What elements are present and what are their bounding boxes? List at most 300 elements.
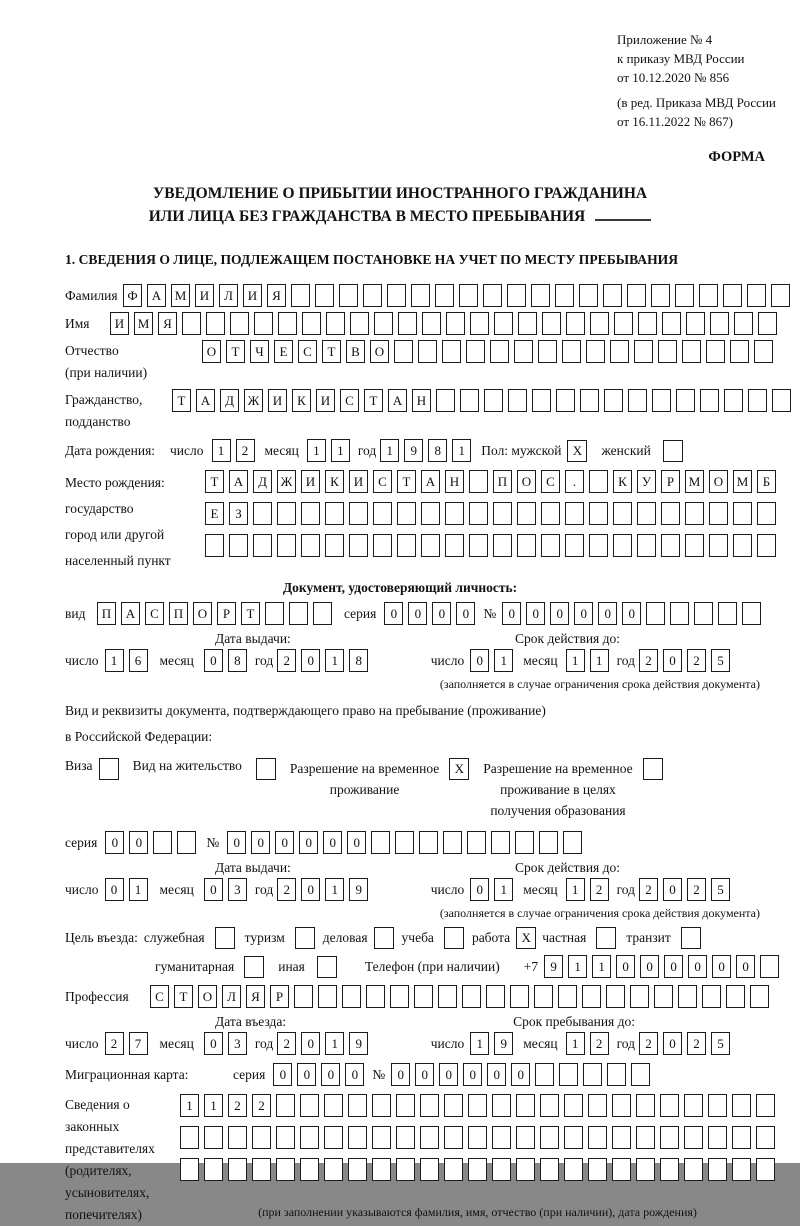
char-cell[interactable]: 2	[590, 1032, 609, 1055]
char-cell[interactable]	[462, 985, 481, 1008]
char-cell[interactable]	[586, 340, 605, 363]
char-cell[interactable]	[646, 602, 665, 625]
char-cell[interactable]	[289, 602, 308, 625]
char-cell[interactable]: 9	[404, 439, 423, 462]
char-cell[interactable]	[708, 1126, 727, 1149]
char-cell[interactable]	[516, 1158, 535, 1181]
char-cell[interactable]: М	[134, 312, 153, 335]
char-cell[interactable]	[756, 1094, 775, 1117]
purpose-humanitarian-checkbox[interactable]	[244, 956, 264, 978]
char-cell[interactable]	[556, 389, 575, 412]
char-cell[interactable]	[300, 1126, 319, 1149]
char-cell[interactable]: 1	[380, 439, 399, 462]
char-cell[interactable]	[228, 1158, 247, 1181]
char-cell[interactable]: Я	[246, 985, 265, 1008]
char-cell[interactable]: 1	[331, 439, 350, 462]
char-cell[interactable]	[398, 312, 417, 335]
char-cell[interactable]: К	[325, 470, 344, 493]
char-cell[interactable]	[540, 1158, 559, 1181]
char-cell[interactable]	[514, 340, 533, 363]
char-cell[interactable]	[588, 1158, 607, 1181]
char-cell[interactable]	[684, 1126, 703, 1149]
char-cell[interactable]: 0	[456, 602, 475, 625]
char-cell[interactable]	[363, 284, 382, 307]
char-cell[interactable]: Т	[205, 470, 224, 493]
char-cell[interactable]	[387, 284, 406, 307]
char-cell[interactable]: 1	[129, 878, 148, 901]
char-cell[interactable]: 2	[277, 878, 296, 901]
char-cell[interactable]: 0	[511, 1063, 530, 1086]
char-cell[interactable]	[614, 312, 633, 335]
char-cell[interactable]: Д	[253, 470, 272, 493]
char-cell[interactable]: Н	[445, 470, 464, 493]
char-cell[interactable]	[636, 1094, 655, 1117]
char-cell[interactable]	[628, 389, 647, 412]
char-cell[interactable]: 0	[301, 878, 320, 901]
char-cell[interactable]	[301, 502, 320, 525]
char-cell[interactable]	[366, 985, 385, 1008]
char-cell[interactable]: М	[171, 284, 190, 307]
char-cell[interactable]	[660, 1158, 679, 1181]
purpose-transit-checkbox[interactable]	[681, 927, 701, 949]
char-cell[interactable]: Н	[412, 389, 431, 412]
char-cell[interactable]	[460, 389, 479, 412]
char-cell[interactable]	[708, 1094, 727, 1117]
char-cell[interactable]: 0	[598, 602, 617, 625]
char-cell[interactable]	[444, 1126, 463, 1149]
char-cell[interactable]: 1	[566, 649, 585, 672]
char-cell[interactable]	[396, 1126, 415, 1149]
char-cell[interactable]	[300, 1094, 319, 1117]
char-cell[interactable]	[206, 312, 225, 335]
char-cell[interactable]	[446, 312, 465, 335]
char-cell[interactable]	[660, 1126, 679, 1149]
char-cell[interactable]	[182, 312, 201, 335]
char-cell[interactable]	[612, 1158, 631, 1181]
char-cell[interactable]: 3	[228, 1032, 247, 1055]
char-cell[interactable]: 0	[204, 649, 223, 672]
purpose-tourism-checkbox[interactable]	[295, 927, 315, 949]
char-cell[interactable]: С	[145, 602, 164, 625]
char-cell[interactable]	[637, 534, 656, 557]
char-cell[interactable]	[627, 284, 646, 307]
char-cell[interactable]: Е	[205, 502, 224, 525]
char-cell[interactable]	[492, 1158, 511, 1181]
char-cell[interactable]: 1	[212, 439, 231, 462]
char-cell[interactable]	[563, 831, 582, 854]
char-cell[interactable]	[265, 602, 284, 625]
char-cell[interactable]	[325, 534, 344, 557]
char-cell[interactable]	[757, 502, 776, 525]
char-cell[interactable]: 0	[384, 602, 403, 625]
char-cell[interactable]: И	[110, 312, 129, 335]
char-cell[interactable]: 2	[228, 1094, 247, 1117]
char-cell[interactable]: С	[373, 470, 392, 493]
char-cell[interactable]	[397, 534, 416, 557]
char-cell[interactable]: 1	[204, 1094, 223, 1117]
char-cell[interactable]: 0	[470, 649, 489, 672]
char-cell[interactable]: 1	[180, 1094, 199, 1117]
char-cell[interactable]	[253, 502, 272, 525]
char-cell[interactable]: 0	[640, 955, 659, 978]
char-cell[interactable]: П	[493, 470, 512, 493]
char-cell[interactable]: 0	[502, 602, 521, 625]
char-cell[interactable]: Я	[267, 284, 286, 307]
char-cell[interactable]	[459, 284, 478, 307]
char-cell[interactable]	[508, 389, 527, 412]
char-cell[interactable]	[686, 312, 705, 335]
char-cell[interactable]	[371, 831, 390, 854]
temp-permit-checkbox[interactable]: X	[449, 758, 469, 780]
char-cell[interactable]	[374, 312, 393, 335]
char-cell[interactable]	[515, 831, 534, 854]
char-cell[interactable]: Т	[172, 389, 191, 412]
char-cell[interactable]	[540, 1126, 559, 1149]
char-cell[interactable]	[252, 1126, 271, 1149]
char-cell[interactable]: И	[268, 389, 287, 412]
char-cell[interactable]	[559, 1063, 578, 1086]
char-cell[interactable]	[607, 1063, 626, 1086]
char-cell[interactable]	[758, 312, 777, 335]
char-cell[interactable]	[229, 534, 248, 557]
char-cell[interactable]	[531, 284, 550, 307]
char-cell[interactable]: 2	[590, 878, 609, 901]
char-cell[interactable]	[466, 340, 485, 363]
char-cell[interactable]	[422, 312, 441, 335]
char-cell[interactable]	[658, 340, 677, 363]
char-cell[interactable]	[516, 1094, 535, 1117]
char-cell[interactable]: 0	[297, 1063, 316, 1086]
char-cell[interactable]	[491, 831, 510, 854]
char-cell[interactable]: О	[193, 602, 212, 625]
char-cell[interactable]: Ж	[277, 470, 296, 493]
char-cell[interactable]: 0	[663, 649, 682, 672]
char-cell[interactable]	[535, 1063, 554, 1086]
char-cell[interactable]	[542, 312, 561, 335]
char-cell[interactable]	[670, 602, 689, 625]
char-cell[interactable]: К	[292, 389, 311, 412]
char-cell[interactable]	[468, 1094, 487, 1117]
char-cell[interactable]	[538, 340, 557, 363]
char-cell[interactable]	[342, 985, 361, 1008]
char-cell[interactable]	[732, 1094, 751, 1117]
char-cell[interactable]	[555, 284, 574, 307]
char-cell[interactable]: Т	[322, 340, 341, 363]
char-cell[interactable]	[610, 340, 629, 363]
char-cell[interactable]	[637, 502, 656, 525]
char-cell[interactable]	[418, 340, 437, 363]
char-cell[interactable]	[709, 534, 728, 557]
char-cell[interactable]: 2	[687, 649, 706, 672]
char-cell[interactable]	[638, 312, 657, 335]
char-cell[interactable]: И	[301, 470, 320, 493]
char-cell[interactable]	[541, 502, 560, 525]
char-cell[interactable]	[254, 312, 273, 335]
char-cell[interactable]	[348, 1158, 367, 1181]
char-cell[interactable]	[348, 1126, 367, 1149]
char-cell[interactable]	[486, 985, 505, 1008]
char-cell[interactable]	[516, 1126, 535, 1149]
char-cell[interactable]	[277, 502, 296, 525]
purpose-business-checkbox[interactable]	[374, 927, 394, 949]
char-cell[interactable]	[583, 1063, 602, 1086]
char-cell[interactable]	[394, 340, 413, 363]
char-cell[interactable]: 0	[439, 1063, 458, 1086]
char-cell[interactable]	[510, 985, 529, 1008]
char-cell[interactable]: А	[196, 389, 215, 412]
char-cell[interactable]: 0	[251, 831, 270, 854]
residence-permit-checkbox[interactable]	[256, 758, 276, 780]
char-cell[interactable]	[589, 470, 608, 493]
char-cell[interactable]	[445, 502, 464, 525]
char-cell[interactable]: 0	[415, 1063, 434, 1086]
char-cell[interactable]: Л	[222, 985, 241, 1008]
char-cell[interactable]: 0	[663, 878, 682, 901]
char-cell[interactable]	[732, 1158, 751, 1181]
char-cell[interactable]	[373, 534, 392, 557]
char-cell[interactable]	[748, 389, 767, 412]
char-cell[interactable]: 0	[712, 955, 731, 978]
char-cell[interactable]	[205, 534, 224, 557]
char-cell[interactable]	[302, 312, 321, 335]
char-cell[interactable]: 1	[592, 955, 611, 978]
char-cell[interactable]	[589, 534, 608, 557]
char-cell[interactable]: С	[298, 340, 317, 363]
char-cell[interactable]: 2	[236, 439, 255, 462]
char-cell[interactable]	[180, 1126, 199, 1149]
char-cell[interactable]: 0	[347, 831, 366, 854]
char-cell[interactable]	[651, 284, 670, 307]
char-cell[interactable]: 1	[325, 649, 344, 672]
char-cell[interactable]	[582, 985, 601, 1008]
char-cell[interactable]	[661, 502, 680, 525]
char-cell[interactable]: 9	[349, 878, 368, 901]
char-cell[interactable]	[444, 1094, 463, 1117]
char-cell[interactable]: В	[346, 340, 365, 363]
char-cell[interactable]	[443, 831, 462, 854]
char-cell[interactable]: 0	[105, 831, 124, 854]
char-cell[interactable]: 0	[622, 602, 641, 625]
char-cell[interactable]: 2	[252, 1094, 271, 1117]
char-cell[interactable]: 8	[228, 649, 247, 672]
char-cell[interactable]	[349, 534, 368, 557]
char-cell[interactable]: 0	[526, 602, 545, 625]
char-cell[interactable]: 0	[663, 1032, 682, 1055]
char-cell[interactable]	[532, 389, 551, 412]
char-cell[interactable]: 0	[105, 878, 124, 901]
char-cell[interactable]	[435, 284, 454, 307]
char-cell[interactable]	[372, 1126, 391, 1149]
char-cell[interactable]: 1	[105, 649, 124, 672]
char-cell[interactable]	[678, 985, 697, 1008]
char-cell[interactable]	[420, 1126, 439, 1149]
char-cell[interactable]: 1	[590, 649, 609, 672]
char-cell[interactable]	[484, 389, 503, 412]
char-cell[interactable]	[470, 312, 489, 335]
char-cell[interactable]	[468, 1158, 487, 1181]
char-cell[interactable]	[301, 534, 320, 557]
char-cell[interactable]	[534, 985, 553, 1008]
char-cell[interactable]: 9	[544, 955, 563, 978]
char-cell[interactable]	[612, 1094, 631, 1117]
char-cell[interactable]	[444, 1158, 463, 1181]
char-cell[interactable]: 0	[323, 831, 342, 854]
char-cell[interactable]	[772, 389, 791, 412]
visa-checkbox[interactable]	[99, 758, 119, 780]
char-cell[interactable]	[318, 985, 337, 1008]
purpose-study-checkbox[interactable]	[444, 927, 464, 949]
char-cell[interactable]	[590, 312, 609, 335]
char-cell[interactable]	[469, 534, 488, 557]
char-cell[interactable]	[660, 1094, 679, 1117]
char-cell[interactable]	[395, 831, 414, 854]
char-cell[interactable]: И	[349, 470, 368, 493]
char-cell[interactable]: С	[150, 985, 169, 1008]
char-cell[interactable]: С	[541, 470, 560, 493]
char-cell[interactable]	[754, 340, 773, 363]
char-cell[interactable]	[276, 1158, 295, 1181]
char-cell[interactable]	[654, 985, 673, 1008]
char-cell[interactable]: 0	[301, 1032, 320, 1055]
char-cell[interactable]	[315, 284, 334, 307]
char-cell[interactable]	[564, 1126, 583, 1149]
char-cell[interactable]: Д	[220, 389, 239, 412]
char-cell[interactable]	[204, 1158, 223, 1181]
char-cell[interactable]	[517, 502, 536, 525]
char-cell[interactable]: К	[613, 470, 632, 493]
char-cell[interactable]	[350, 312, 369, 335]
char-cell[interactable]	[326, 312, 345, 335]
char-cell[interactable]: 0	[204, 1032, 223, 1055]
char-cell[interactable]: 0	[688, 955, 707, 978]
char-cell[interactable]: Б	[757, 470, 776, 493]
char-cell[interactable]	[252, 1158, 271, 1181]
char-cell[interactable]	[684, 1158, 703, 1181]
char-cell[interactable]: Т	[174, 985, 193, 1008]
sex-male-checkbox[interactable]: X	[567, 440, 587, 462]
char-cell[interactable]	[180, 1158, 199, 1181]
char-cell[interactable]	[414, 985, 433, 1008]
char-cell[interactable]	[756, 1158, 775, 1181]
char-cell[interactable]	[603, 284, 622, 307]
char-cell[interactable]: 0	[664, 955, 683, 978]
char-cell[interactable]: 5	[711, 649, 730, 672]
char-cell[interactable]: 8	[349, 649, 368, 672]
char-cell[interactable]: Т	[241, 602, 260, 625]
char-cell[interactable]	[726, 985, 745, 1008]
char-cell[interactable]: 0	[470, 878, 489, 901]
char-cell[interactable]	[539, 831, 558, 854]
char-cell[interactable]	[541, 534, 560, 557]
char-cell[interactable]: Р	[217, 602, 236, 625]
char-cell[interactable]: Ч	[250, 340, 269, 363]
char-cell[interactable]	[558, 985, 577, 1008]
char-cell[interactable]: 0	[463, 1063, 482, 1086]
char-cell[interactable]	[723, 284, 742, 307]
char-cell[interactable]	[747, 284, 766, 307]
char-cell[interactable]	[204, 1126, 223, 1149]
char-cell[interactable]	[442, 340, 461, 363]
char-cell[interactable]	[507, 284, 526, 307]
char-cell[interactable]: 2	[687, 1032, 706, 1055]
char-cell[interactable]	[564, 1158, 583, 1181]
char-cell[interactable]	[756, 1126, 775, 1149]
char-cell[interactable]: Л	[219, 284, 238, 307]
char-cell[interactable]	[177, 831, 196, 854]
char-cell[interactable]	[661, 534, 680, 557]
char-cell[interactable]	[276, 1094, 295, 1117]
char-cell[interactable]	[493, 502, 512, 525]
char-cell[interactable]	[565, 502, 584, 525]
char-cell[interactable]: 2	[277, 1032, 296, 1055]
char-cell[interactable]	[517, 534, 536, 557]
char-cell[interactable]	[771, 284, 790, 307]
char-cell[interactable]	[699, 284, 718, 307]
char-cell[interactable]	[742, 602, 761, 625]
char-cell[interactable]	[483, 284, 502, 307]
char-cell[interactable]: 1	[325, 1032, 344, 1055]
char-cell[interactable]: Ф	[123, 284, 142, 307]
char-cell[interactable]: 0	[736, 955, 755, 978]
char-cell[interactable]: Р	[661, 470, 680, 493]
char-cell[interactable]	[421, 534, 440, 557]
char-cell[interactable]: 0	[301, 649, 320, 672]
char-cell[interactable]: 2	[687, 878, 706, 901]
char-cell[interactable]	[662, 312, 681, 335]
char-cell[interactable]: А	[147, 284, 166, 307]
char-cell[interactable]: А	[421, 470, 440, 493]
char-cell[interactable]: 1	[325, 878, 344, 901]
char-cell[interactable]	[636, 1158, 655, 1181]
char-cell[interactable]	[324, 1126, 343, 1149]
char-cell[interactable]: 9	[494, 1032, 513, 1055]
char-cell[interactable]: Т	[364, 389, 383, 412]
char-cell[interactable]	[540, 1094, 559, 1117]
char-cell[interactable]	[564, 1094, 583, 1117]
char-cell[interactable]	[372, 1094, 391, 1117]
char-cell[interactable]	[518, 312, 537, 335]
char-cell[interactable]: 0	[321, 1063, 340, 1086]
char-cell[interactable]	[348, 1094, 367, 1117]
char-cell[interactable]	[562, 340, 581, 363]
char-cell[interactable]	[492, 1126, 511, 1149]
char-cell[interactable]: 0	[550, 602, 569, 625]
char-cell[interactable]	[588, 1126, 607, 1149]
char-cell[interactable]	[685, 502, 704, 525]
char-cell[interactable]	[373, 502, 392, 525]
char-cell[interactable]: А	[388, 389, 407, 412]
char-cell[interactable]: О	[517, 470, 536, 493]
char-cell[interactable]: П	[97, 602, 116, 625]
char-cell[interactable]: А	[229, 470, 248, 493]
char-cell[interactable]: 1	[452, 439, 471, 462]
char-cell[interactable]: 0	[487, 1063, 506, 1086]
purpose-work-checkbox[interactable]: X	[516, 927, 536, 949]
char-cell[interactable]: М	[733, 470, 752, 493]
char-cell[interactable]: О	[202, 340, 221, 363]
char-cell[interactable]: Т	[226, 340, 245, 363]
char-cell[interactable]	[419, 831, 438, 854]
purpose-official-checkbox[interactable]	[215, 927, 235, 949]
char-cell[interactable]	[750, 985, 769, 1008]
char-cell[interactable]	[291, 284, 310, 307]
purpose-private-checkbox[interactable]	[596, 927, 616, 949]
char-cell[interactable]	[634, 340, 653, 363]
char-cell[interactable]	[396, 1094, 415, 1117]
char-cell[interactable]	[566, 312, 585, 335]
char-cell[interactable]	[700, 389, 719, 412]
char-cell[interactable]	[760, 955, 779, 978]
